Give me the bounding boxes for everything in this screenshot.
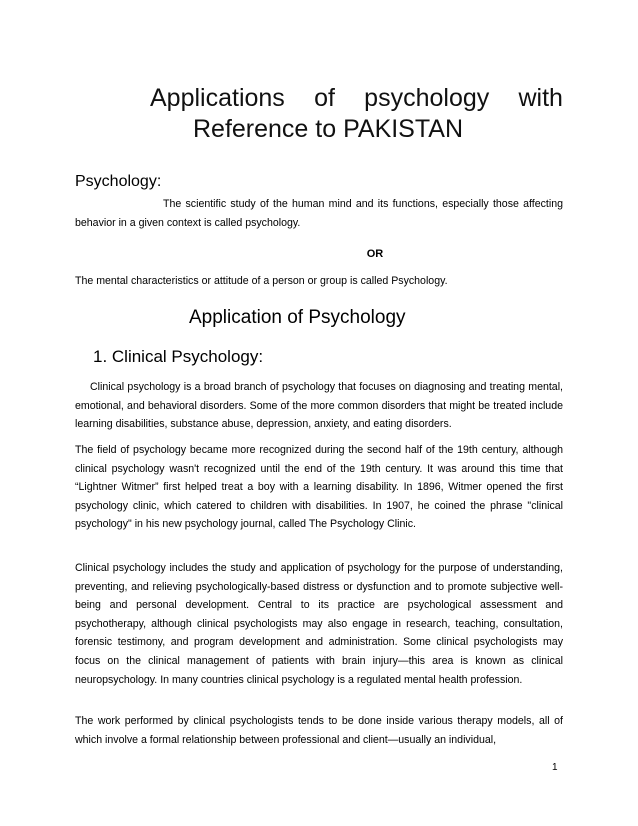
page-number: 1 <box>552 762 558 773</box>
title-line-2-text: Reference to PAKISTAN <box>192 115 464 143</box>
or-separator <box>0 246 638 262</box>
title-word: of <box>314 84 335 112</box>
title-word: with <box>518 84 563 112</box>
clinical-psychology-heading: 1. Clinical Psychology: <box>93 347 264 366</box>
title-line-1 <box>150 83 563 113</box>
section-title: Application of Psychology <box>189 307 406 328</box>
definition-text-1: The scientific study of the human mind and its functions, especially those affecting behavior in a given context is called psychology. <box>75 198 563 229</box>
paragraph: The work performed by clinical psychologists tends to be done inside various therapy models, all of which involve a formal relationship between professional and client—usually an individual, <box>75 715 563 746</box>
paragraph: Clinical psychology includes the study and application of psychology for the purpose of understanding, preventing, and relieving psychologically-based distress or dysfunction and to promote subjective well-being and personal development. Central to its practice are psychological assessment and psychotherapy, although clinical psychologists may also engage in research, teaching, consultation, forensic testimony, and program development and administration. Some clinical psychologists may focus on the clinical management of patients with brain injury—this area is known as clinical neuropsychology. In many countries clinical psychology is a regulated mental health profession. <box>75 562 563 686</box>
paragraph: Clinical psychology is a broad branch of psychology that focuses on diagnosing and treating mental, emotional, and behavioral disorders. Some of the more common disorders that might be treated include learning disabilities, substance abuse, depression, anxiety, and eating disorders. <box>75 381 563 431</box>
definition-text-2: The mental characteristics or attitude of a person or group is called Psychology. <box>75 275 448 287</box>
title-line-2 <box>0 114 638 144</box>
title-word: psychology <box>364 84 490 112</box>
or-label: OR <box>366 248 384 260</box>
title-word: Applications <box>150 84 285 112</box>
paragraph: The field of psychology became more recognized during the second half of the 19th century, although clinical psychology wasn't recognized until the end of the 19th century. It was around this time that “Lightner Witmer” first helped treat a boy with a learning disability. In 1896, Witmer opened the first psychology clinic, which catered to children with disabilities. In 1907, he coined the phrase "clinical psychology" in his new psychology journal, called The Psychology Clinic. <box>75 444 563 531</box>
definition-heading: Psychology: <box>75 173 162 190</box>
